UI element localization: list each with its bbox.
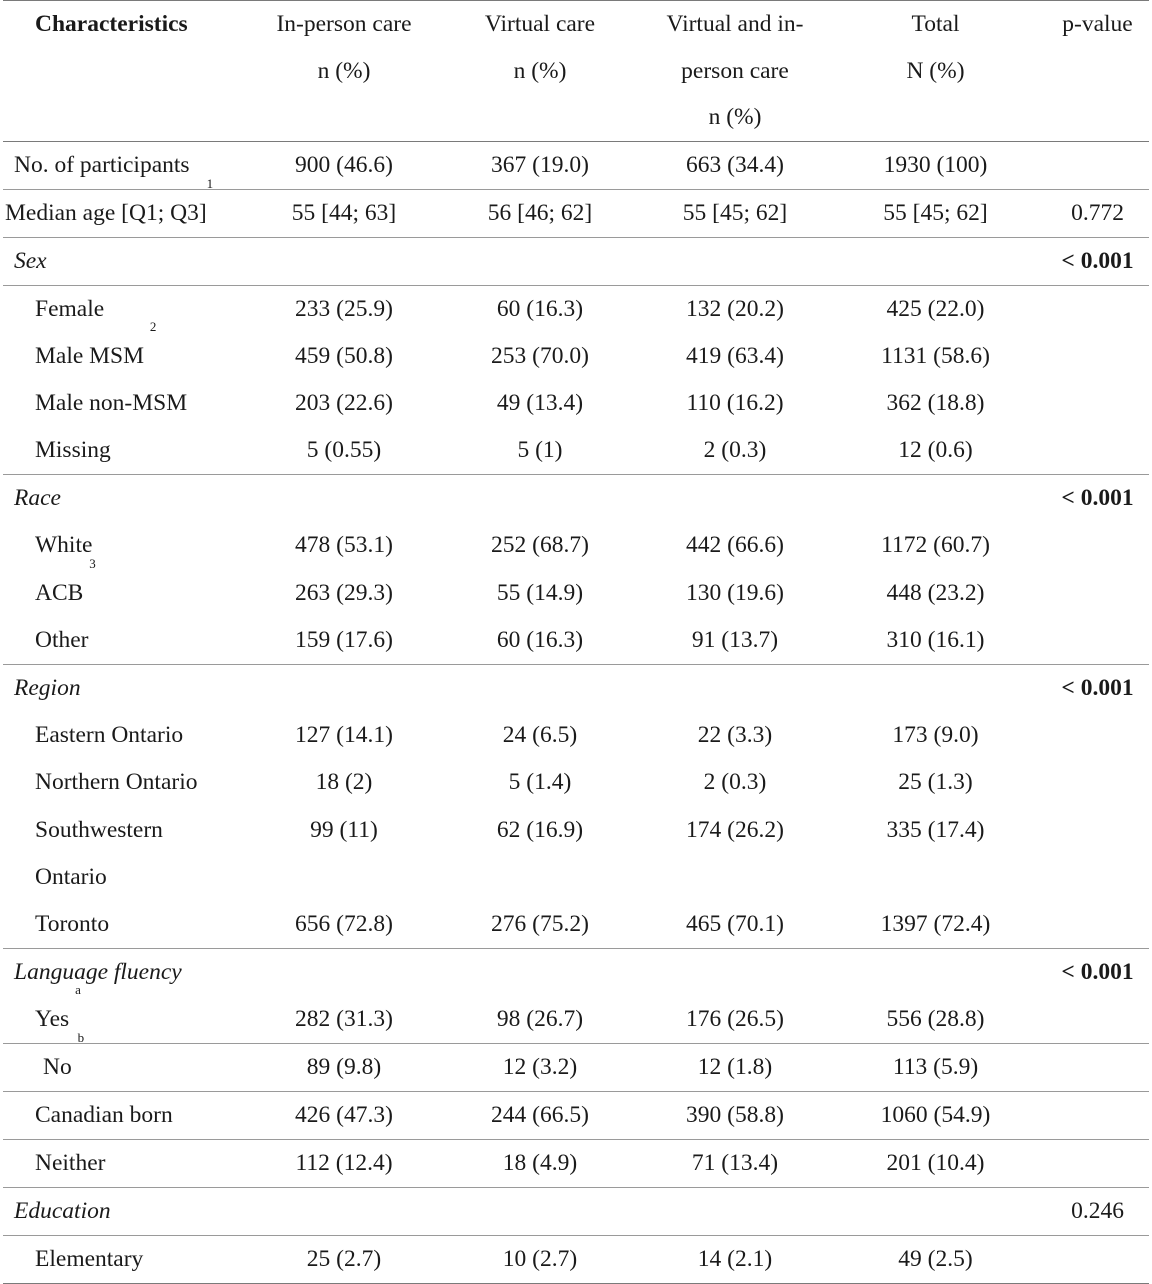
section-label: Language fluency (14, 958, 182, 985)
table-row (3, 285, 1149, 333)
table-row (3, 141, 1149, 189)
header-mixed-unit: n (%) (708, 104, 762, 130)
row-label-line-2: Ontario (35, 863, 107, 890)
cell-mixed: 71 (13.4) (645, 1139, 825, 1187)
header-characteristics: Characteristics (3, 1, 253, 142)
cell-in-person: 656 (72.8) (253, 901, 435, 949)
table-row (3, 996, 1149, 1044)
header-mixed-title-2: person care (681, 57, 789, 84)
table-row (3, 759, 1149, 806)
cell-in-person: 900 (46.6) (253, 141, 435, 189)
table-row (3, 427, 1149, 475)
table-row (3, 1091, 1149, 1139)
row-label: Female (35, 295, 105, 322)
header-total-title: Total (911, 11, 960, 37)
cell-total: 556 (28.8) (825, 996, 1046, 1044)
cell-in-person: 478 (53.1) (295, 532, 393, 559)
cell-total: 425 (22.0) (886, 295, 985, 322)
cell-virtual: 60 (16.3) (496, 295, 584, 322)
cell-mixed: 22 (3.3) (697, 722, 773, 749)
cell-virtual: 60 (16.3) (435, 617, 645, 665)
cell-in-person: 55 [44; 63] (253, 189, 435, 237)
cell-total: 49 (2.5) (825, 1235, 1046, 1283)
cell-p-value: < 0.001 (1046, 237, 1149, 285)
section-row (3, 665, 1149, 713)
header-row (3, 1, 1149, 142)
cell-virtual: 49 (13.4) (496, 389, 584, 416)
cell-total: 448 (23.2) (886, 579, 985, 606)
cell-mixed: 465 (70.1) (645, 901, 825, 949)
cell-mixed: 442 (66.6) (686, 532, 784, 559)
cell-total: 12 (0.6) (825, 427, 1046, 475)
cell-virtual: 5 (1.4) (508, 769, 572, 796)
cell-mixed: 132 (20.2) (686, 295, 784, 322)
header-virtual-and-in-person (645, 1, 825, 142)
row-label: Northern Ontario (35, 769, 198, 796)
cell-p-value (1046, 141, 1149, 189)
table-row (3, 570, 1149, 617)
row-label (3, 981, 253, 1044)
section-label: Region (14, 675, 81, 702)
header-p-value: p-value (1046, 1, 1149, 142)
row-label (3, 1029, 253, 1091)
header-virtual-title: Virtual care (484, 11, 596, 37)
table-row (3, 522, 1149, 569)
cell-total: 362 (18.8) (886, 389, 985, 416)
header-in-person-unit: n (%) (317, 57, 371, 84)
cell-p-value: < 0.001 (1061, 675, 1134, 702)
cell-mixed: 91 (13.7) (645, 617, 825, 665)
cell-in-person: 459 (50.8) (295, 342, 393, 369)
footnote-marker: 3 (89, 555, 96, 571)
row-label-text: Yes (35, 1005, 70, 1032)
row-label: Elementary (3, 1235, 253, 1283)
cell-mixed: 174 (26.2) (686, 816, 784, 843)
cell-total: 1930 (100) (825, 141, 1046, 189)
row-label (3, 175, 253, 237)
cell-virtual: 55 (14.9) (496, 579, 584, 606)
row-label (3, 555, 253, 617)
table-row (3, 1139, 1149, 1187)
row-label: White (35, 532, 93, 559)
section-row (3, 1187, 1149, 1235)
row-label: Neither (3, 1139, 253, 1187)
table-header (3, 1, 1149, 142)
cell-virtual: 98 (26.7) (435, 996, 645, 1044)
cell-total: 335 (17.4) (886, 816, 985, 843)
header-total (825, 1, 1046, 142)
table-row (3, 617, 1149, 665)
cell-total: 55 [45; 62] (825, 189, 1046, 237)
cell-mixed: 663 (34.4) (645, 141, 825, 189)
cell-p-value: 0.772 (1046, 189, 1149, 237)
table-row (3, 189, 1149, 237)
cell-total: 25 (1.3) (898, 769, 973, 796)
table-row (3, 807, 1149, 901)
cell-total: 113 (5.9) (825, 1043, 1046, 1091)
header-virtual-unit: n (%) (513, 57, 567, 84)
row-label: Toronto (3, 901, 253, 949)
row-label: Missing (3, 427, 253, 475)
cell-in-person: 18 (2) (315, 769, 373, 796)
cell-in-person: 263 (29.3) (295, 579, 393, 606)
cell-virtual: 276 (75.2) (435, 901, 645, 949)
row-label-text: Male MSM (35, 342, 145, 369)
row-label (3, 807, 253, 901)
cell-virtual: 18 (4.9) (435, 1139, 645, 1187)
cell-in-person: 159 (17.6) (253, 617, 435, 665)
cell-virtual: 10 (2.7) (435, 1235, 645, 1283)
header-virtual (435, 1, 645, 142)
row-label-line-1: Southwestern (35, 816, 163, 843)
cell-p-value: < 0.001 (1061, 485, 1134, 512)
row-label: Eastern Ontario (35, 722, 184, 749)
section-row (3, 237, 1149, 285)
cell-virtual: 252 (68.7) (491, 532, 589, 559)
cell-virtual: 244 (66.5) (435, 1091, 645, 1139)
table-row (3, 712, 1149, 759)
cell-total: 1397 (72.4) (825, 901, 1046, 949)
cell-mixed: 419 (63.4) (686, 342, 784, 369)
cell-mixed: 110 (16.2) (686, 389, 784, 416)
row-label-text: ACB (35, 579, 84, 606)
header-mixed-title-1: Virtual and in- (666, 11, 804, 37)
cell-in-person: 112 (12.4) (253, 1139, 435, 1187)
cell-virtual: 5 (1) (435, 427, 645, 475)
cell-in-person: 89 (9.8) (253, 1043, 435, 1091)
cell-in-person: 99 (11) (310, 816, 378, 843)
cell-virtual: 367 (19.0) (435, 141, 645, 189)
cell-in-person: 426 (47.3) (253, 1091, 435, 1139)
table-row (3, 380, 1149, 427)
header-total-unit: N (%) (906, 57, 965, 84)
characteristics-table (3, 0, 1149, 1284)
section-label: Race (14, 485, 61, 512)
row-label: Male non-MSM (35, 389, 188, 416)
row-label-text: Median age [Q1; Q3] (5, 199, 207, 226)
cell-mixed: 12 (1.8) (645, 1043, 825, 1091)
cell-virtual: 12 (3.2) (435, 1043, 645, 1091)
cell-total: 1060 (54.9) (825, 1091, 1046, 1139)
cell-mixed: 176 (26.5) (645, 996, 825, 1044)
cell-total: 1131 (58.6) (881, 342, 990, 369)
footnote-marker: a (75, 981, 81, 997)
cell-in-person: 203 (22.6) (295, 389, 393, 416)
cell-in-person: 127 (14.1) (295, 722, 393, 749)
row-label-text: No (43, 1053, 72, 1080)
footnote-marker: 1 (206, 175, 214, 191)
header-in-person-title: In-person care (276, 11, 412, 37)
cell-in-person: 233 (25.9) (295, 295, 393, 322)
cell-total: 201 (10.4) (825, 1139, 1046, 1187)
table-body (3, 141, 1149, 1283)
cell-in-person: 25 (2.7) (253, 1235, 435, 1283)
cell-mixed: 2 (0.3) (645, 427, 825, 475)
cell-virtual: 62 (16.9) (496, 816, 584, 843)
cell-total: 173 (9.0) (892, 722, 979, 749)
footnote-marker: 2 (149, 318, 157, 334)
row-label (3, 318, 253, 380)
cell-in-person: 5 (0.55) (253, 427, 435, 475)
cell-mixed: 14 (2.1) (645, 1235, 825, 1283)
footnote-marker: b (77, 1029, 85, 1045)
cell-p-value: 0.246 (1046, 1187, 1149, 1235)
row-label: Other (3, 617, 253, 665)
cell-mixed: 130 (19.6) (686, 579, 784, 606)
cell-mixed: 2 (0.3) (703, 769, 767, 796)
cell-total: 1172 (60.7) (881, 532, 990, 559)
row-label: No. of participants (3, 141, 253, 189)
cell-virtual: 24 (6.5) (502, 722, 578, 749)
cell-in-person: 282 (31.3) (253, 996, 435, 1044)
table-row (3, 333, 1149, 380)
cell-virtual: 56 [46; 62] (435, 189, 645, 237)
cell-p-value: < 0.001 (1061, 958, 1134, 985)
row-label: Canadian born (3, 1091, 253, 1139)
cell-mixed: 55 [45; 62] (645, 189, 825, 237)
cell-mixed: 390 (58.8) (645, 1091, 825, 1139)
section-label: Sex (3, 237, 253, 285)
header-in-person (253, 1, 435, 142)
cell-total: 310 (16.1) (825, 617, 1046, 665)
table-row (3, 901, 1149, 949)
section-row (3, 475, 1149, 523)
cell-virtual: 253 (70.0) (491, 342, 589, 369)
table-row (3, 1235, 1149, 1283)
table-row (3, 1043, 1149, 1091)
section-row (3, 948, 1149, 996)
section-label: Education (3, 1187, 253, 1235)
